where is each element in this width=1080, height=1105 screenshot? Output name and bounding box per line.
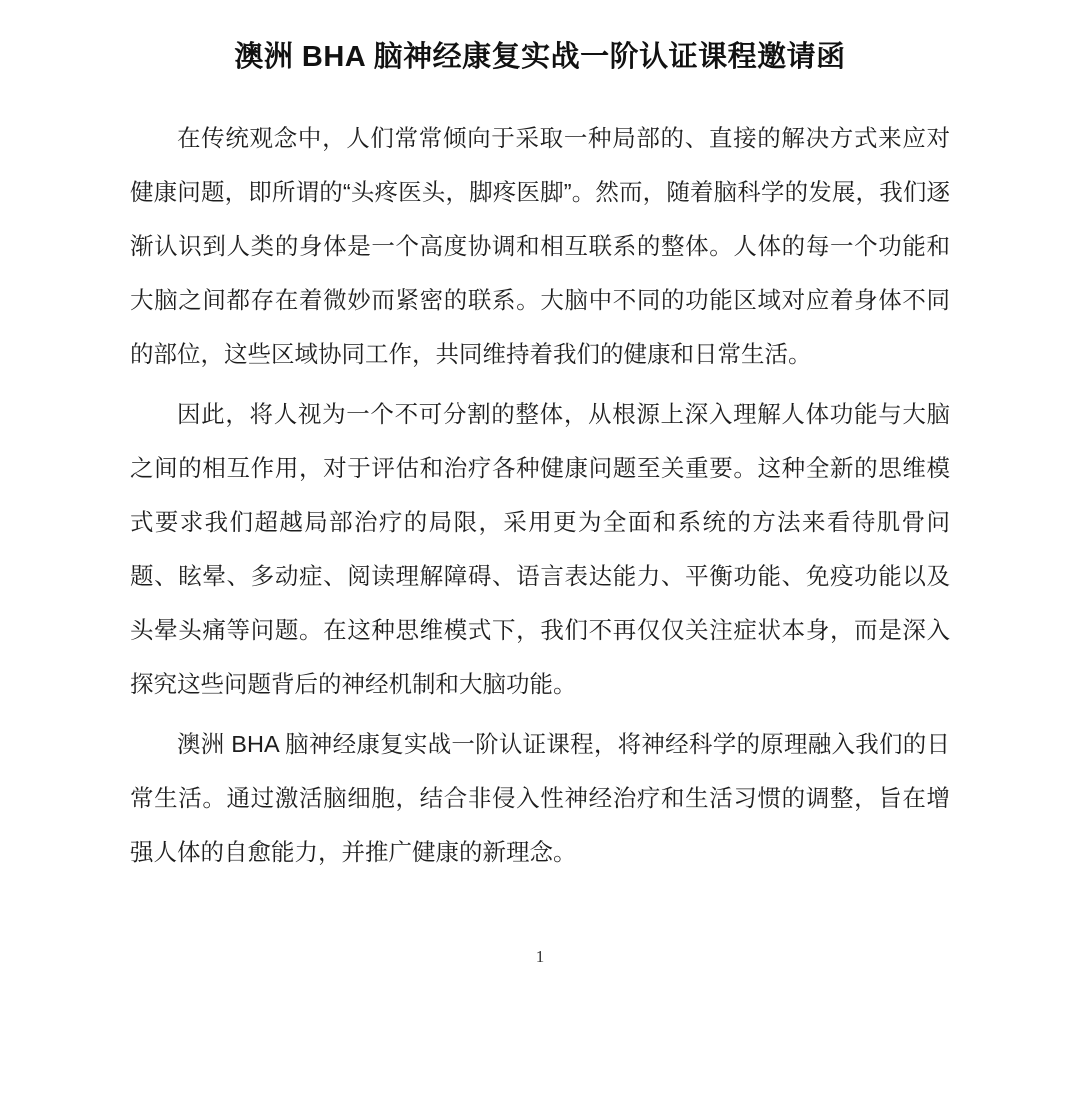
paragraph: 澳洲 BHA 脑神经康复实战一阶认证课程，将神经科学的原理融入我们的日常生活。通过激活脑细胞，结合非侵入性神经治疗和生活习惯的调整，旨在增强人体的自愈能力，并推广健康的新理念。	[130, 731, 950, 865]
paragraph: 在传统观念中，人们常常倾向于采取一种局部的、直接的解决方式来应对健康问题，即所谓的“头疼医头，脚疼医脚”。然而，随着脑科学的发展，我们逐渐认识到人类的身体是一个高度协调和相互联系的整体。人体的每一个功能和大脑之间都存在着微妙而紧密的联系。大脑中不同的功能区域对应着身体不同的部位，这些区域协同工作，共同维持着我们的健康和日常生活。	[130, 125, 950, 367]
page-number: 1	[535, 947, 545, 966]
paragraph: 因此，将人视为一个不可分割的整体，从根源上深入理解人体功能与大脑之间的相互作用，对于评估和治疗各种健康问题至关重要。这种全新的思维模式要求我们超越局部治疗的局限，采用更为全面和系统的方法来看待肌骨问题、眩晕、多动症、阅读理解障碍、语言表达能力、平衡功能、免疫功能以及头晕头痛等问题。在这种思维模式下，我们不再仅仅关注症状本身，而是深入探究这些问题背后的神经机制和大脑功能。	[130, 401, 950, 697]
page-title: 澳洲 BHA 脑神经康复实战一阶认证课程邀请函	[234, 41, 846, 73]
document-body	[130, 111, 950, 879]
